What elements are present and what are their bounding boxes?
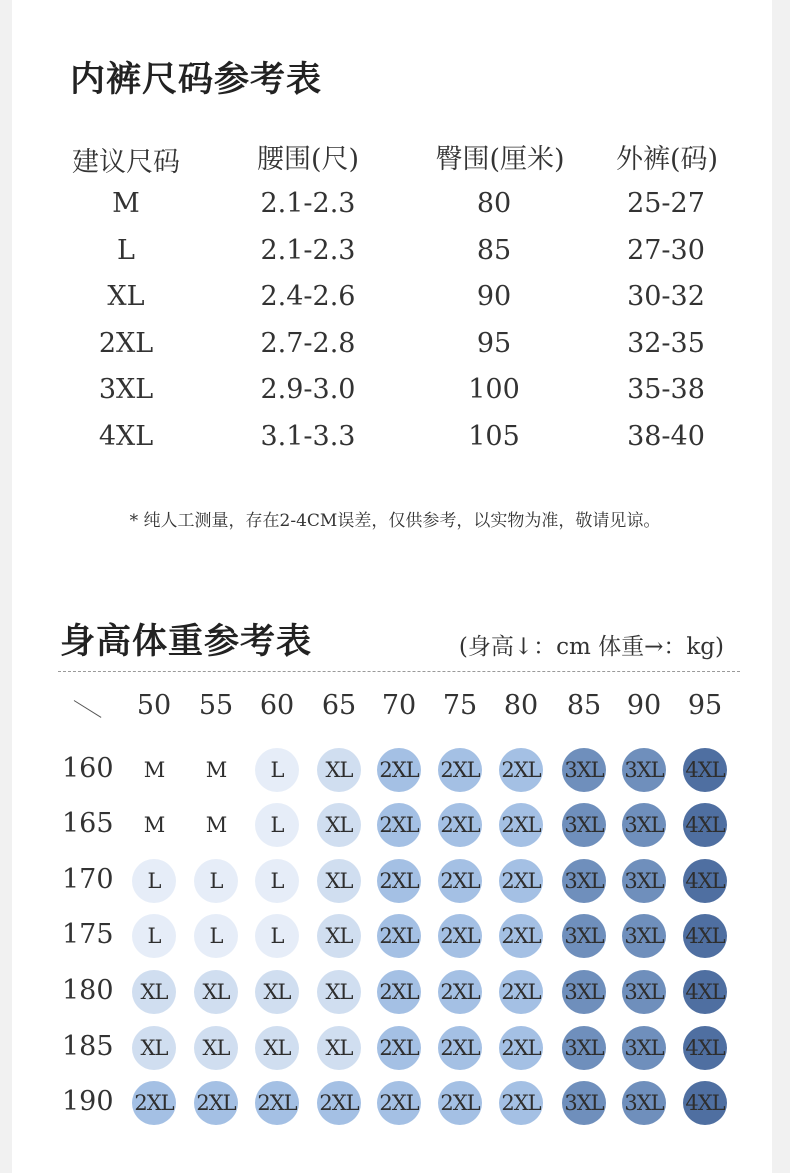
size-badge: XL [317, 1026, 361, 1070]
header-cell: 臀围(厘米) [435, 144, 565, 175]
size-badge: 3XL [622, 970, 666, 1014]
weight-label: 70 [381, 690, 417, 721]
size-badge: 2XL [438, 1026, 482, 1070]
table-cell: 2XL [98, 328, 154, 359]
table-row [0, 235, 790, 275]
height-label: 185 [62, 1031, 114, 1062]
size-badge: 2XL [438, 1081, 482, 1125]
size-badge: 3XL [622, 1081, 666, 1125]
size-badge: 2XL [499, 859, 543, 903]
dashed-divider [58, 671, 740, 672]
size-badge: 2XL [499, 970, 543, 1014]
measurement-note: * 纯人工测量，存在2-4CM误差，仅供参考，以实物为准，敬请见谅。 [129, 511, 661, 531]
weight-label: 90 [626, 690, 662, 721]
weight-label: 95 [687, 690, 723, 721]
size-badge: 3XL [562, 1081, 606, 1125]
size-badge: XL [194, 1026, 238, 1070]
weight-label: 60 [259, 690, 295, 721]
table-row [0, 328, 790, 368]
size-badge: 2XL [499, 1026, 543, 1070]
size-badge: 4XL [683, 803, 727, 847]
size-badge: 2XL [438, 914, 482, 958]
header-cell: 外裤(码) [615, 144, 719, 175]
weight-label: 65 [321, 690, 357, 721]
table-row [0, 421, 790, 461]
table-cell: 3XL [98, 374, 154, 405]
size-badge: 2XL [377, 748, 421, 792]
table-cell: 30-32 [627, 281, 705, 312]
size-badge: M [132, 803, 176, 847]
table-cell: 100 [468, 374, 520, 405]
size-badge: L [255, 859, 299, 903]
size-badge: 4XL [683, 859, 727, 903]
size-badge: XL [317, 748, 361, 792]
size-badge: 3XL [562, 914, 606, 958]
size-badge: 2XL [438, 803, 482, 847]
weight-label: 85 [566, 690, 602, 721]
weight-label: 50 [136, 690, 172, 721]
size-badge: 4XL [683, 1026, 727, 1070]
size-badge: XL [132, 1026, 176, 1070]
size-badge: 2XL [377, 1026, 421, 1070]
size-badge: 2XL [377, 914, 421, 958]
table-cell: 27-30 [627, 235, 705, 266]
table-row [0, 188, 790, 228]
size-badge: XL [194, 970, 238, 1014]
size-badge: 2XL [499, 803, 543, 847]
table-row [0, 281, 790, 321]
size-badge: 4XL [683, 970, 727, 1014]
height-label: 180 [62, 975, 114, 1006]
size-badge: 4XL [683, 914, 727, 958]
height-label: 160 [62, 753, 114, 784]
size-badge: L [132, 914, 176, 958]
table-cell: 105 [468, 421, 520, 452]
size-badge: 3XL [562, 859, 606, 903]
size-badge: 2XL [438, 970, 482, 1014]
size-table-title: 内裤尺码参考表 [70, 59, 323, 100]
header-cell: 建议尺码 [72, 147, 180, 178]
table-cell: 95 [476, 328, 512, 359]
unit-note: (身高↓：cm 体重→：kg) [458, 634, 724, 660]
size-badge: M [194, 748, 238, 792]
size-badge: XL [317, 859, 361, 903]
size-badge: XL [255, 1026, 299, 1070]
table-cell: 25-27 [627, 188, 705, 219]
size-badge: 2XL [499, 748, 543, 792]
size-badge: 2XL [377, 859, 421, 903]
weight-label: 75 [442, 690, 478, 721]
table-cell: 4XL [98, 421, 154, 452]
size-badge: 4XL [683, 748, 727, 792]
table-cell: 2.4-2.6 [260, 281, 356, 312]
size-badge: 2XL [377, 970, 421, 1014]
size-badge: L [255, 803, 299, 847]
size-badge: L [255, 748, 299, 792]
size-table-header [0, 140, 790, 180]
table-cell: M [112, 188, 140, 219]
height-weight-title: 身高体重参考表 [60, 621, 313, 662]
height-label: 175 [62, 919, 114, 950]
size-badge: 3XL [622, 748, 666, 792]
table-cell: 90 [476, 281, 512, 312]
size-badge: 3XL [562, 1026, 606, 1070]
size-badge: 3XL [622, 914, 666, 958]
table-cell: XL [107, 281, 145, 312]
size-badge: L [132, 859, 176, 903]
table-cell: 32-35 [627, 328, 705, 359]
size-badge: L [194, 859, 238, 903]
size-badge: 3XL [562, 803, 606, 847]
table-cell: 2.9-3.0 [260, 374, 356, 405]
size-badge: XL [255, 970, 299, 1014]
table-cell: 38-40 [627, 421, 705, 452]
height-label: 170 [62, 864, 114, 895]
weight-label: 55 [198, 690, 234, 721]
size-badge: 4XL [683, 1081, 727, 1125]
table-cell: 80 [476, 188, 512, 219]
size-badge: L [255, 914, 299, 958]
table-cell: 2.1-2.3 [260, 235, 356, 266]
height-label: 165 [62, 808, 114, 839]
size-badge: M [132, 748, 176, 792]
size-badge: 2XL [499, 914, 543, 958]
header-cell: 腰围(尺) [256, 144, 360, 175]
table-cell: L [117, 235, 135, 266]
size-badge: 3XL [622, 859, 666, 903]
table-cell: 2.7-2.8 [260, 328, 356, 359]
size-badge: 2XL [438, 748, 482, 792]
size-badge: 2XL [194, 1081, 238, 1125]
size-badge: 2XL [377, 1081, 421, 1125]
size-badge: 2XL [317, 1081, 361, 1125]
weight-label: 80 [503, 690, 539, 721]
size-badge: 2XL [132, 1081, 176, 1125]
size-badge: 3XL [562, 970, 606, 1014]
size-badge: 3XL [622, 803, 666, 847]
size-badge: 3XL [562, 748, 606, 792]
table-cell: 85 [476, 235, 512, 266]
table-cell: 35-38 [627, 374, 705, 405]
table-row [0, 374, 790, 414]
size-badge: 2XL [499, 1081, 543, 1125]
size-badge: XL [317, 803, 361, 847]
size-badge: 2XL [377, 803, 421, 847]
size-badge: XL [317, 914, 361, 958]
height-label: 190 [62, 1086, 114, 1117]
table-cell: 2.1-2.3 [260, 188, 356, 219]
size-badge: XL [317, 970, 361, 1014]
size-badge: 2XL [438, 859, 482, 903]
table-cell: 3.1-3.3 [260, 421, 356, 452]
size-badge: XL [132, 970, 176, 1014]
size-badge: L [194, 914, 238, 958]
size-badge: 3XL [622, 1026, 666, 1070]
size-badge: 2XL [255, 1081, 299, 1125]
size-badge: M [194, 803, 238, 847]
